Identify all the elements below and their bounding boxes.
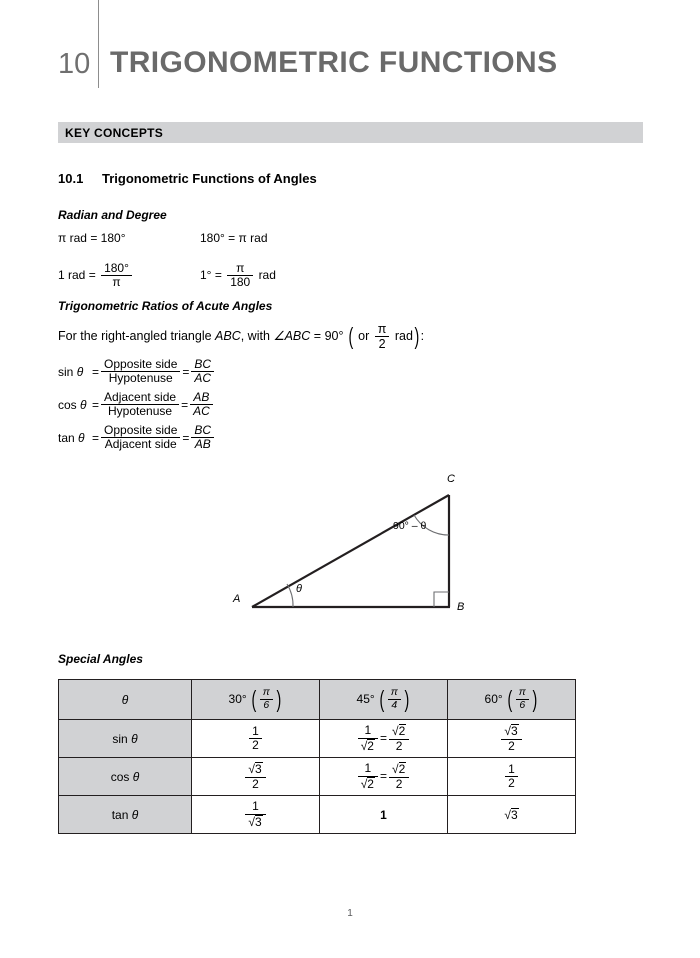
paren-open-icon: (: [507, 686, 513, 713]
subheading-radian-and-degree: Radian and Degree: [58, 208, 167, 222]
right-angle-marker: [434, 592, 449, 607]
special-angles-table: [58, 679, 576, 834]
fraction-opposite-over-adjacent: $\frac{\text{Opposite side}}{\text{Adjacent side}}$: [101, 424, 180, 452]
radian-eq-pi-rad: π rad = 180°: [58, 231, 126, 245]
fraction-pi-over-6-alt: $\frac{\pi}{6}$: [516, 687, 529, 712]
subheading-trig-ratios: Trigonometric Ratios of Acute Angles: [58, 299, 273, 313]
fraction-pi-over-6: $\frac{\pi}{6}$: [260, 687, 273, 712]
fraction-bc-over-ac: $\frac{BC}{AC}$: [191, 358, 214, 386]
chapter-header: [0, 0, 700, 110]
triangle-angle-complement-label: 90° – θ: [393, 520, 427, 532]
cell-sin-60: [448, 720, 576, 758]
section-number: 10.1: [58, 171, 84, 186]
chapter-divider-rule: [98, 0, 99, 88]
page-title: TRIGONOMETRIC FUNCTIONS: [110, 46, 558, 79]
triangle-angle-theta-label: θ: [296, 583, 302, 595]
section-title: Trigonometric Functions of Angles: [102, 171, 317, 186]
radian-eq-one-degree: 1° = $\frac{\pi}{180}$ rad: [200, 261, 276, 290]
cell-sin-45: $\frac{1}{√2}$ = $\frac{√2}{2}$: [320, 720, 448, 758]
cell-tan-30: [192, 796, 320, 834]
triangle-vertex-c-label: C: [447, 473, 455, 485]
fraction-1-over-sqrt2: $\frac{1}{√2}$: [358, 724, 378, 753]
fraction-sqrt2-over-2: $\frac{√2}{2}$: [389, 724, 409, 753]
table-header-45-deg: 45° ( $\frac{\pi}{4}$ ): [320, 680, 448, 720]
fraction-sqrt3-over-2: $\frac{√3}{2}$: [501, 724, 521, 753]
paren-open-icon: (: [379, 686, 385, 713]
triangle-vertex-b-label: B: [457, 601, 465, 613]
fraction-bc-over-ab: $\frac{BC}{AB}$: [191, 424, 214, 452]
fraction-1-over-sqrt3: $\frac{1}{√3}$: [245, 800, 265, 829]
fraction-1-over-2: $\frac{1}{2}$: [249, 725, 262, 753]
table-row: [59, 720, 576, 758]
fraction-1-over-sqrt2: $\frac{1}{√2}$: [358, 762, 378, 791]
sqrt-3: √3: [504, 807, 518, 822]
page-number: 1: [347, 908, 353, 919]
fraction-pi-over-180: $\frac{\pi}{180}$: [227, 262, 253, 290]
cell-cos-45: $\frac{1}{√2}$ = $\frac{√2}{2}$: [320, 758, 448, 796]
row-label-cos: cos θ: [59, 758, 192, 796]
table-header-60-deg: 60° ( $\frac{\pi}{6}$ ): [448, 680, 576, 720]
triangle-vertex-a-label: A: [233, 593, 241, 605]
cell-cos-30: [192, 758, 320, 796]
fraction-pi-over-2: $\frac{\pi}{2}$: [375, 322, 390, 351]
paren-close-icon: ): [532, 686, 537, 713]
table-header-30-deg: 30° ( $\frac{\pi}{6}$ ): [192, 680, 320, 720]
key-concepts-banner: [58, 122, 643, 143]
fraction-sqrt3-over-2: $\frac{√3}{2}$: [245, 762, 265, 791]
table-header-theta: θ: [59, 680, 192, 720]
subheading-special-angles: Special Angles: [58, 652, 143, 666]
fraction-pi-over-4: $\frac{\pi}{4}$: [388, 687, 401, 712]
paren-open-icon: (: [251, 686, 257, 713]
formula-tan: tan θ = $\frac{\text{Opposite side}}{\text{Adjacent side}}$ = $\frac{BC}{AB}$: [58, 421, 216, 454]
fraction-180-over-pi: $\frac{180^\circ}{\pi}$: [101, 262, 132, 290]
cell-cos-60: [448, 758, 576, 796]
right-triangle-diagram: [225, 470, 490, 625]
triangle-side-hypotenuse: [252, 495, 449, 607]
ratios-intro-text: For the right-angled triangle ABC, with ∠ABC = 90° ( or $\frac{\pi}{2}$ rad):: [58, 322, 425, 351]
paren-close-icon: ): [404, 686, 409, 713]
fraction-adjacent-over-hypotenuse: $\frac{\text{Adjacent side}}{\text{Hypotenuse}}$: [101, 391, 179, 419]
paren-close-icon: ): [276, 686, 281, 713]
radian-eq-180-deg: 180° = π rad: [200, 231, 268, 245]
paren-close: ): [414, 323, 420, 350]
fraction-opposite-over-hypotenuse: $\frac{\text{Opposite side}}{\text{Hypotenuse}}$: [101, 358, 180, 386]
row-label-tan: tan θ: [59, 796, 192, 834]
section-heading: [58, 171, 317, 186]
cell-sin-30: [192, 720, 320, 758]
fraction-1-over-2: $\frac{1}{2}$: [505, 763, 518, 791]
cell-tan-45: 1: [320, 796, 448, 834]
key-concepts-label: KEY CONCEPTS: [65, 126, 164, 140]
fraction-ab-over-ac: $\frac{AB}{AC}$: [190, 391, 213, 419]
formula-cos: cos θ = $\frac{\text{Adjacent side}}{\text{Hypotenuse}}$ = $\frac{AB}{AC}$: [58, 388, 216, 421]
cell-tan-60: [448, 796, 576, 834]
table-row: [59, 758, 576, 796]
formula-sin: sin θ = $\frac{\text{Opposite side}}{\text{Hypotenuse}}$ = $\frac{BC}{AC}$: [58, 355, 216, 388]
ratio-formulas-block: [58, 355, 216, 454]
fraction-sqrt2-over-2: $\frac{√2}{2}$: [389, 762, 409, 791]
table-row: [59, 796, 576, 834]
row-label-sin: sin θ: [59, 720, 192, 758]
table-header-row: [59, 680, 576, 720]
paren-open: (: [348, 323, 354, 350]
radian-eq-one-rad: 1 rad = $\frac{180^\circ}{\pi}$: [58, 262, 134, 290]
chapter-number: 10: [58, 48, 91, 80]
